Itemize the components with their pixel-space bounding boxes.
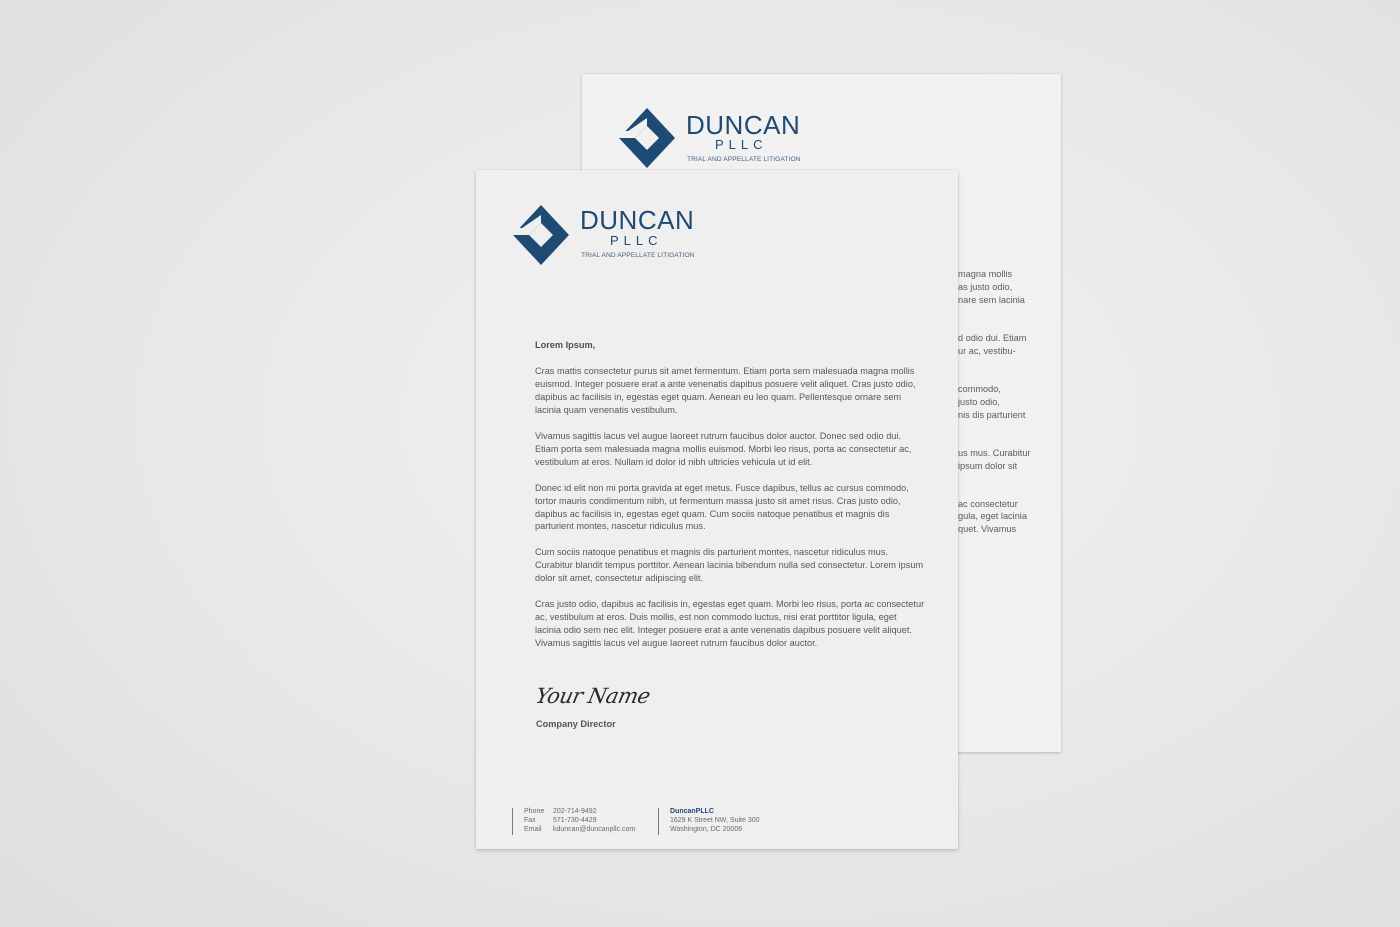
footer-divider [512,808,513,835]
duncan-diamond-logo-icon [618,107,676,169]
brand-suffix: PLLC [715,137,768,152]
fax-row [524,817,635,826]
body-paragraph: Donec id elit non mi porta gravida at eget metus. Fusce dapibus, tellus ac cursus commodo, tortor mauris condimentum nibh, ut fermentum massa justo sit amet risus. Cras justo odio, dapibus ac facilisis in, egestas eget quam. Cum sociis natoque penatibus et magnis dis parturient montes, nascetur ridiculus mus. [535,482,909,532]
fragment-line: justo odio, [958,396,1000,407]
phone-number: 202-714-9492 [552,808,597,815]
body-paragraph: Cras justo odio, dapibus ac facilisis in, egestas eget quam. Morbi leo risus, porta ac consectetur ac, vestibulum at eros. Duis mollis, est non commodo luctus, nisi erat porttitor ligula, eget lacinia odio sem nec elit. Integer posuere erat a ante venenatis dapibus posuere velit aliquet. Vivamus sagittis lacus vel augue laoreet rutrum faucibus dolor auctor. [535,599,925,649]
fragment-line: us mus. Curabitur [958,447,1031,458]
fragment-line: ac consectetur [958,498,1018,509]
email-row [524,826,635,835]
brand-name: DUNCAN [580,205,695,235]
address-line: 1629 K Street NW, Suite 300 [670,816,760,824]
fragment-block [958,498,1058,537]
fragment-block [958,332,1058,358]
address-block [670,808,760,834]
fragment-line: as justo odio, [958,281,1013,292]
duncan-diamond-logo-icon [512,204,570,266]
back-sheet-text-fragments [958,268,1058,561]
brand-tagline: TRIAL AND APPELLATE LITIGATION [687,156,801,163]
fragment-line: ur ac, vestibu- [958,345,1016,356]
fax-number: 571-730-4429 [552,816,597,824]
fragment-line: nare sem lacinia [958,294,1025,305]
contact-block [524,808,635,834]
salutation: Lorem Ipsum, [535,340,596,350]
email-label: Email [524,825,542,833]
fragment-block [958,268,1058,307]
email-address: kduncan@duncanpllc.com [552,825,636,833]
fragment-line: quet. Vivamus [958,524,1017,535]
fragment-line: magna mollis [958,269,1013,279]
brand-suffix: PLLC [610,233,663,248]
fragment-line: ipsum dolor sit [958,460,1018,471]
firm-name: DuncanPLLC [670,808,714,815]
handwritten-signature: Your Name [533,684,653,708]
fragment-line: nis dis parturient [958,409,1026,420]
phone-row [524,808,635,817]
address-line: Washington, DC 20006 [670,825,743,833]
letter-body [535,339,925,663]
fragment-line: d odio dui. Etiam [958,332,1027,343]
fragment-block [958,447,1058,473]
footer-divider [658,808,659,835]
fragment-line: commodo, [958,383,1001,394]
front-letterhead-sheet [476,170,958,849]
signer-title: Company Director [536,719,616,729]
brand-tagline: TRIAL AND APPELLATE LITIGATION [581,252,695,259]
fragment-block [958,383,1058,422]
brand-name: DUNCAN [686,110,801,140]
fragment-line: gula, eget lacinia [958,511,1027,522]
body-paragraph: Cum sociis natoque penatibus et magnis dis parturient montes, nascetur ridiculus mus. Curabitur blandit tempus porttitor. Aenean lacinia bibendum nulla sed consectetur. Lorem ipsum dolor sit amet, consectetur adipiscing elit. [535,547,924,584]
body-paragraph: Vivamus sagittis lacus vel augue laoreet rutrum faucibus dolor auctor. Donec sed odio dui. Etiam porta sem malesuada magna mollis euismod. Morbi leo risus, porta ac consectetur ac, vestibulum at eros. Nullam id dolor id nibh ultricies vehicula ut id elit. [535,430,912,467]
fax-label: Fax [524,816,536,824]
phone-label: Phone [524,808,545,815]
body-paragraph: Cras mattis consectetur purus sit amet fermentum. Etiam porta sem malesuada magna mollis euismod. Integer posuere erat a ante venenatis dapibus posuere velit aliquet. Cras justo odio, dapibus ac facilisis in, egestas eget quam. Aenean eu leo quam. Pellentesque ornare sem lacinia quam venenatis vestibulum. [535,365,916,415]
